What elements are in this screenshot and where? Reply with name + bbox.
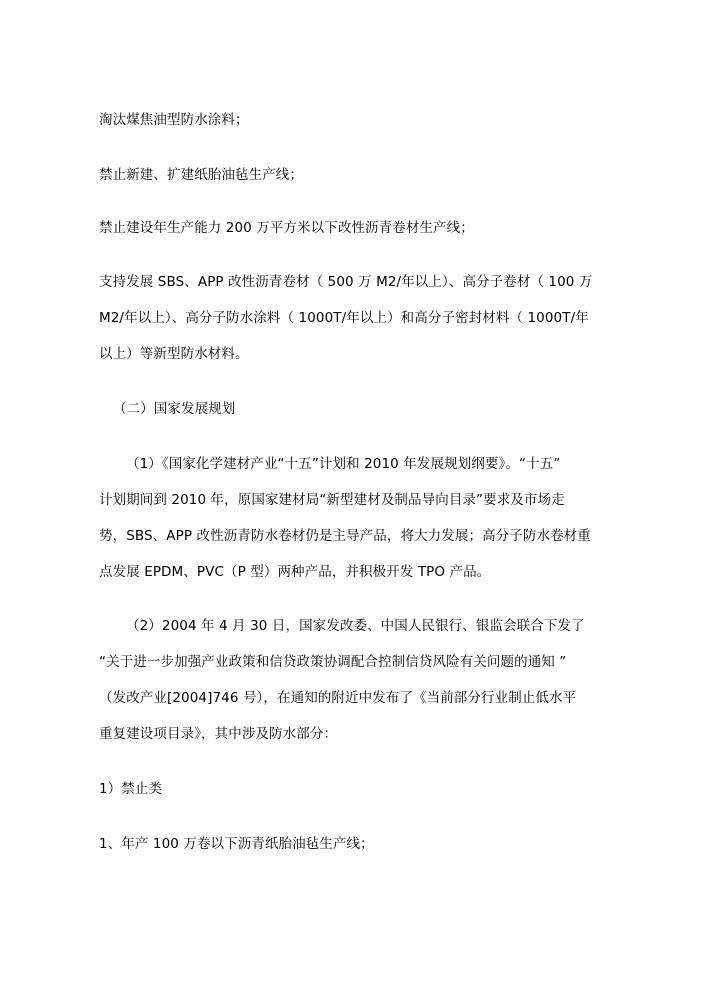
paragraph-support-line-2: M2/年以上）、高分子防水涂料（ 1000T/年以上）和高分子密封材料（ 1000T/年	[99, 310, 589, 326]
paragraph-plan-1-line-4: 点发展 EPDM、PVC（P 型）两种产品，并积极开发 TPO 产品。	[99, 564, 491, 580]
paragraph-plan-1-line-2: 计划期间到 2010 年，原国家建材局“新型建材及制品导向目录”要求及市场走	[99, 492, 565, 508]
paragraph-support-line-1: 支持发展 SBS、APP 改性沥青卷材（ 500 万 M2/年以上）、高分子卷材（ 100 万	[99, 274, 593, 290]
paragraph-plan-2-line-4: 重复建设项目录》，其中涉及防水部分：	[99, 726, 338, 742]
paragraph-plan-2-line-3: （发改产业[2004]746 号），在通知的附近中发布了《当前部分行业制止低水平	[99, 690, 577, 706]
paragraph-plan-2-line-1: （2）2004 年 4 月 30 日，国家发改委、中国人民银行、银监会联合下发了	[126, 618, 585, 634]
list-item-prohibited-1: 1、年产 100 万卷以下沥青纸胎油毡生产线；	[99, 836, 374, 852]
list-heading-prohibited: 1）禁止类	[99, 781, 163, 797]
paragraph-prohibit-capacity: 禁止建设年生产能力 200 万平方米以下改性沥青卷材生产线；	[99, 220, 474, 236]
section-heading-national-plan: （二）国家发展规划	[113, 401, 236, 417]
paragraph-support-line-3: 以上）等新型防水材料。	[99, 346, 249, 362]
paragraph-plan-2-line-2: “关于进一步加强产业政策和信贷政策协调配合控制信贷风险有关问题的通知 ”	[99, 654, 567, 670]
paragraph-plan-1-line-3: 势，SBS、APP 改性沥青防水卷材仍是主导产品，将大力发展；高分子防水卷材重	[99, 528, 591, 544]
paragraph-plan-1-line-1: （1）《国家化学建材产业“十五”计划和 2010 年发展规划纲要》。“十五”	[126, 456, 561, 472]
paragraph-eliminate-coal-tar: 淘汰煤焦油型防水涂料；	[99, 112, 249, 128]
paragraph-prohibit-paper-felt: 禁止新建、扩建纸胎油毡生产线；	[99, 167, 303, 183]
